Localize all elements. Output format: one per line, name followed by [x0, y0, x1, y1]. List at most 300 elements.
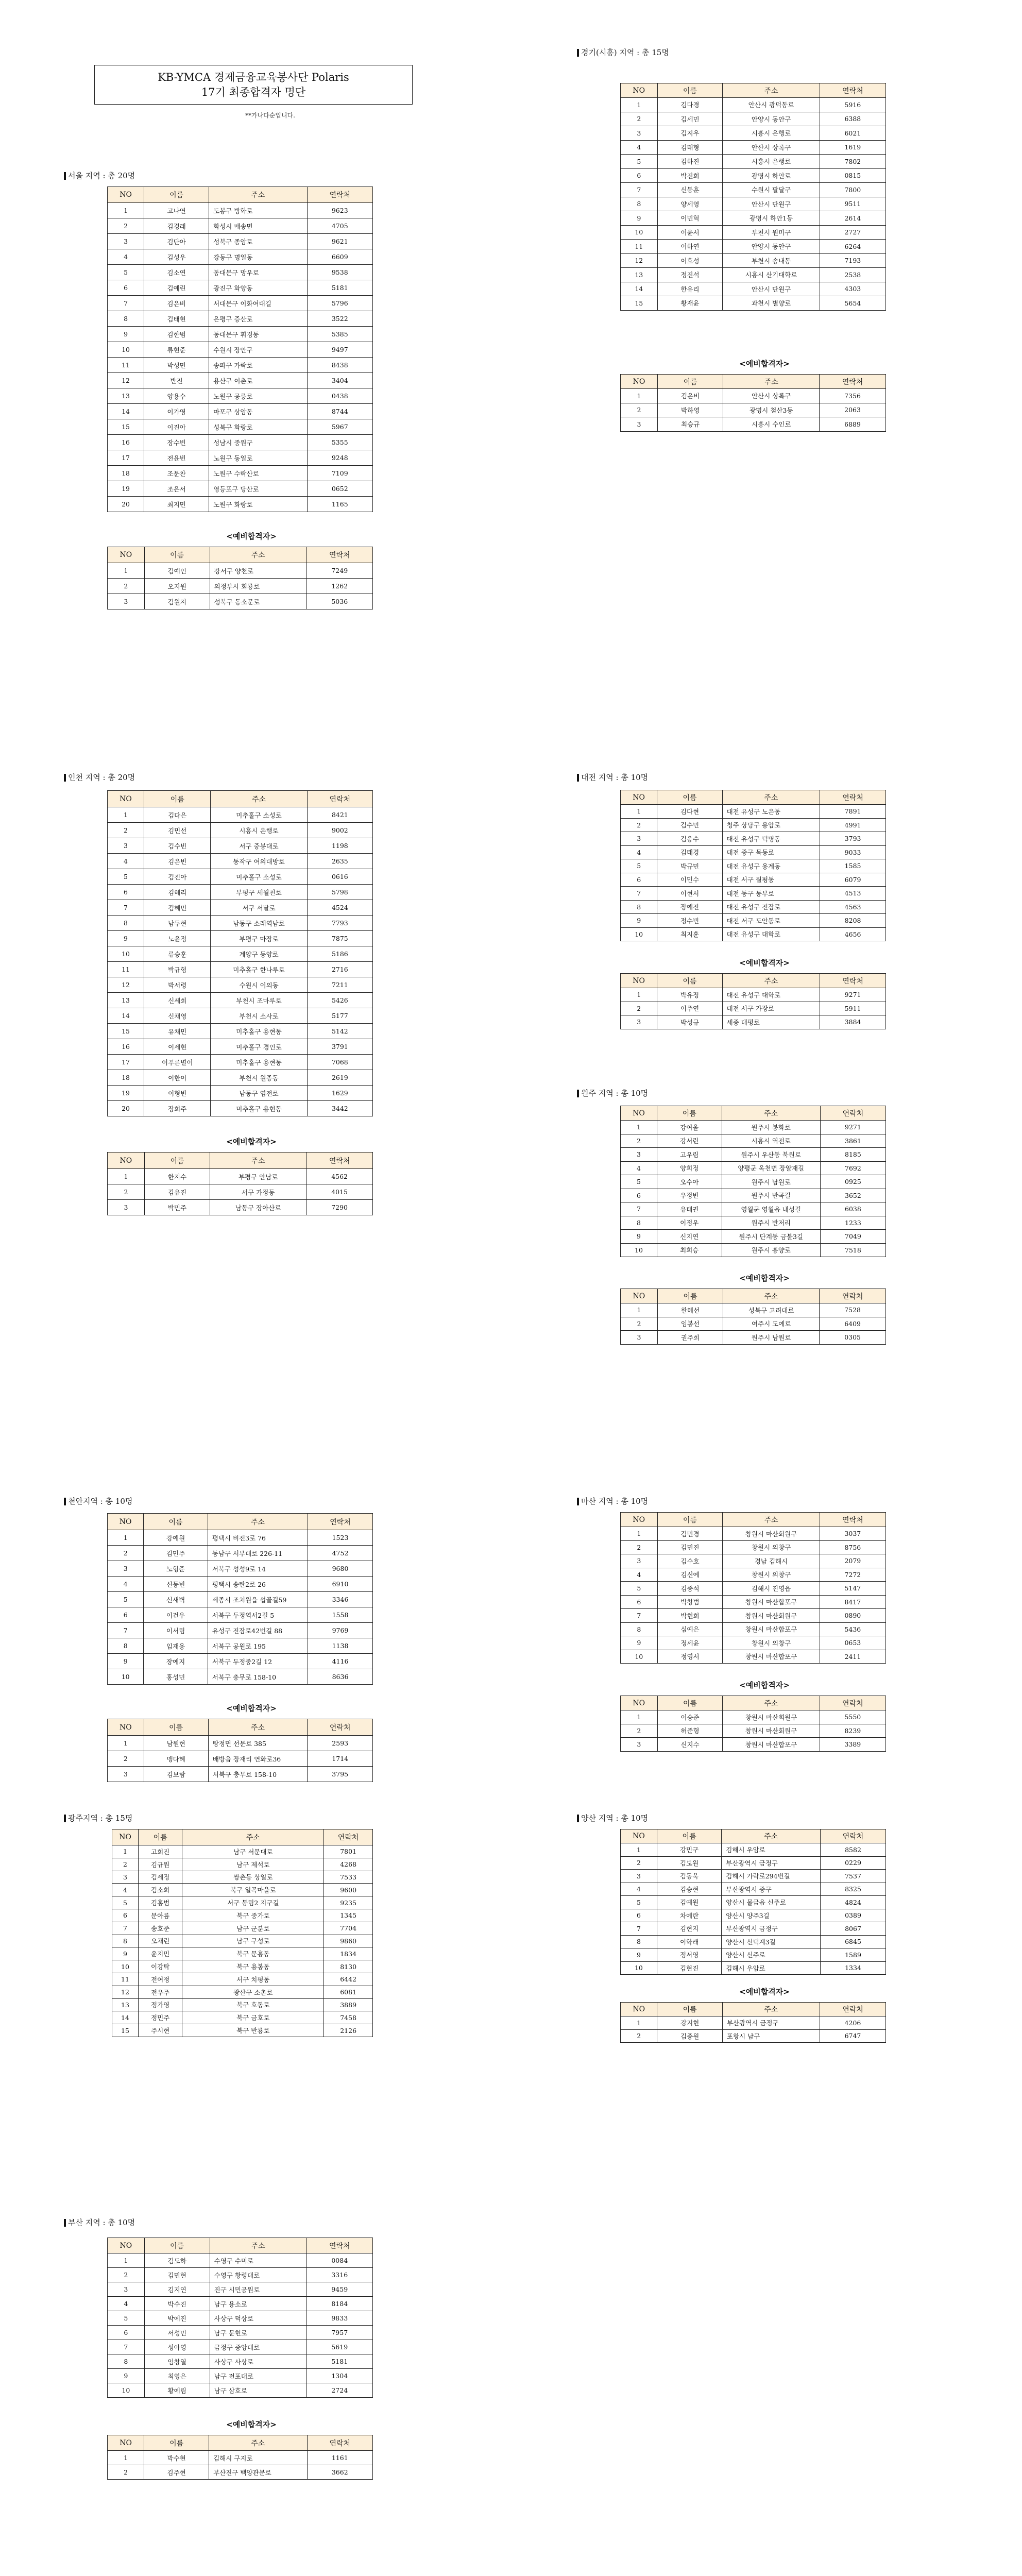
table-row: [621, 1870, 886, 1883]
cell-addr: 영등포구 당산로: [209, 481, 307, 497]
region-section-yangsan: [577, 1814, 886, 1975]
column-header-addr: 주소: [723, 375, 820, 389]
cell-phone: 5654: [820, 296, 885, 311]
cell-phone: 9538: [307, 265, 373, 280]
cell-addr: 창원시 마산회원구: [723, 1609, 820, 1623]
table-header-row: [108, 1514, 373, 1530]
cell-addr: 안산시 단원구: [723, 197, 820, 211]
reserve-title: <예비합격자>: [739, 958, 790, 968]
table-row: [108, 854, 373, 869]
cell-name: 박유정: [657, 988, 722, 1002]
column-header-phone: 연락처: [307, 791, 372, 807]
region-heading-text: 양산 지역 : 총 10명: [581, 1814, 649, 1823]
table-row: [112, 1960, 373, 1973]
roster-table: [620, 1106, 886, 1257]
cell-addr: 탕정면 선문로 385: [208, 1736, 308, 1751]
cell-phone: 5036: [306, 594, 372, 609]
cell-addr: 대전 서구 도안동로: [722, 914, 820, 928]
table-row: [621, 927, 886, 941]
cell-phone: 0652: [307, 481, 373, 497]
cell-addr: 남구 문현로: [210, 2326, 306, 2340]
cell-no: 14: [112, 2011, 139, 2024]
cell-name: 김다은: [144, 807, 211, 823]
cell-phone: 7193: [820, 253, 885, 268]
cell-name: 신지연: [657, 1230, 722, 1244]
table-row: [621, 389, 886, 403]
heading-bar-icon: [64, 2219, 66, 2227]
cell-name: 우정빈: [657, 1189, 722, 1202]
cell-no: 7: [112, 1922, 139, 1935]
table-row: [108, 1577, 373, 1592]
cell-no: 8: [621, 1216, 657, 1230]
cell-name: 김경래: [144, 218, 209, 234]
cell-phone: 9511: [820, 197, 885, 211]
table-row: [108, 1070, 373, 1086]
cell-phone: 5426: [307, 993, 372, 1008]
cell-addr: 수원시 팔달구: [723, 183, 820, 197]
cell-name: 이주연: [657, 1002, 722, 1015]
cell-name: 이정우: [657, 1216, 722, 1230]
cell-phone: 8636: [308, 1669, 373, 1685]
cell-phone: 6889: [820, 417, 886, 432]
cell-addr: 서북구 두정중2길 12: [208, 1654, 308, 1669]
cell-addr: 남동구 염전로: [211, 1086, 307, 1101]
cell-name: 이세현: [144, 1039, 211, 1055]
table-row: [108, 594, 373, 609]
column-header-no: NO: [621, 83, 658, 98]
cell-name: 박현희: [657, 1609, 723, 1623]
cell-addr: 북구 용봉동: [182, 1960, 324, 1973]
cell-phone: 0084: [306, 2253, 372, 2268]
cell-name: 장예진: [657, 900, 722, 914]
cell-name: 이현서: [657, 887, 722, 901]
cell-phone: 0389: [821, 1909, 886, 1922]
cell-name: 강예원: [144, 1530, 208, 1546]
cell-no: 1: [108, 1169, 145, 1184]
table-row: [621, 225, 886, 240]
cell-name: 박규형: [144, 962, 211, 977]
region-section-gyeonggi: [577, 48, 886, 311]
cell-name: 최희승: [657, 1243, 722, 1257]
table-row: [108, 2268, 373, 2282]
cell-phone: 7692: [820, 1161, 885, 1175]
cell-no: 1: [621, 1527, 658, 1541]
cell-addr: 성북구 동소문로: [210, 594, 306, 609]
table-header-row: [108, 187, 373, 203]
region-heading-text: 마산 지역 : 총 10명: [581, 1497, 649, 1506]
table-row: [108, 1638, 373, 1654]
cell-no: 9: [621, 1230, 657, 1244]
cell-addr: 서대문구 이화여대길: [209, 296, 307, 311]
column-header-addr: 주소: [723, 83, 820, 98]
cell-addr: 부평구 마장로: [211, 931, 307, 946]
column-header-phone: 연락처: [307, 2435, 373, 2451]
table-row: [621, 253, 886, 268]
cell-no: 2: [621, 403, 658, 417]
cell-phone: 4303: [820, 282, 885, 296]
cell-addr: 시흥시 산기대학로: [723, 268, 820, 282]
column-header-name: 이름: [657, 375, 723, 389]
cell-no: 17: [108, 1055, 144, 1070]
table-row: [621, 168, 886, 183]
cell-phone: 7891: [820, 805, 886, 819]
cell-addr: 미추홀구 용현동: [211, 1024, 307, 1039]
cell-addr: 김해시 우암로: [722, 1961, 821, 1975]
region-heading-text: 경기(시흥) 지역 : 총 15명: [581, 48, 669, 57]
cell-addr: 원주시 우산동 북원로: [722, 1148, 820, 1162]
cell-phone: 9621: [307, 234, 373, 249]
cell-phone: 8417: [820, 1595, 885, 1609]
cell-no: 10: [108, 1669, 144, 1685]
cell-addr: 창원시 의창구: [723, 1636, 820, 1650]
cell-addr: 김해시 우암로: [722, 1843, 821, 1857]
cell-no: 2: [621, 1540, 658, 1554]
cell-name: 이건우: [144, 1607, 208, 1623]
cell-no: 2: [112, 1858, 139, 1871]
table-row: [621, 1896, 886, 1909]
cell-name: 오수아: [657, 1175, 722, 1189]
cell-addr: 부천시 조마루로: [211, 993, 307, 1008]
cell-name: 고우림: [657, 1148, 722, 1162]
cell-name: 류현준: [144, 342, 209, 358]
cell-name: 김신예: [657, 1568, 723, 1582]
cell-no: 2: [621, 1002, 657, 1015]
cell-addr: 북구 금호로: [182, 2011, 324, 2024]
reserve-title: <예비합격자>: [226, 2420, 277, 2429]
cell-addr: 창원시 마산합포구: [723, 1622, 820, 1636]
cell-no: 18: [108, 1070, 144, 1086]
cell-name: 이호성: [657, 253, 723, 268]
table-row: [108, 450, 373, 466]
table-row: [108, 280, 373, 296]
cell-no: 9: [621, 211, 658, 226]
cell-no: 4: [621, 1161, 657, 1175]
cell-name: 김지연: [144, 2282, 210, 2297]
table-row: [621, 1015, 886, 1029]
cell-no: 9: [112, 1947, 139, 1960]
table-row: [108, 993, 373, 1008]
cell-addr: 안산시 상록구: [723, 389, 820, 403]
cell-name: 장수빈: [144, 435, 209, 450]
cell-addr: 미추홀구 용현동: [211, 1055, 307, 1070]
cell-name: 전여정: [138, 1973, 182, 1986]
table-row: [621, 988, 886, 1002]
cell-addr: 수영구 수미로: [210, 2253, 306, 2268]
cell-no: 4: [108, 1577, 144, 1592]
column-header-no: NO: [112, 1829, 139, 1845]
cell-phone: 6264: [820, 240, 885, 254]
cell-name: 이한이: [144, 1070, 211, 1086]
table-row: [108, 900, 373, 916]
cell-no: 7: [108, 296, 144, 311]
cell-name: 김현진: [657, 1961, 721, 1975]
cell-no: 10: [112, 1960, 139, 1973]
cell-name: 박민주: [144, 1200, 210, 1215]
cell-phone: 4524: [307, 900, 372, 916]
cell-phone: 4563: [820, 900, 886, 914]
cell-name: 김원지: [144, 594, 210, 609]
cell-name: 김소연: [144, 265, 209, 280]
cell-no: 14: [621, 282, 658, 296]
cell-no: 6: [621, 168, 658, 183]
cell-addr: 평택시 송탄2로 26: [208, 1577, 308, 1592]
cell-name: 김소희: [138, 1884, 182, 1896]
table-header-row: [108, 2238, 373, 2253]
cell-name: 전윤빈: [144, 450, 209, 466]
column-header-no: NO: [621, 1106, 657, 1121]
cell-phone: 5436: [820, 1622, 885, 1636]
cell-name: 정민주: [138, 2011, 182, 2024]
cell-name: 김종석: [657, 1582, 723, 1596]
cell-phone: 2614: [820, 211, 885, 226]
cell-no: 3: [621, 126, 658, 141]
cell-name: 유채민: [144, 1024, 211, 1039]
document-title-box: [94, 65, 413, 105]
cell-name: 김응수: [657, 832, 722, 846]
column-header-no: NO: [621, 1696, 658, 1710]
column-header-addr: 주소: [208, 1514, 308, 1530]
cell-name: 정수빈: [657, 914, 722, 928]
table-row: [621, 126, 886, 141]
table-row: [108, 2383, 373, 2398]
cell-phone: 7704: [324, 1922, 373, 1935]
cell-addr: 마포구 상암동: [209, 404, 307, 419]
cell-name: 이형빈: [144, 1086, 211, 1101]
cell-addr: 양산시 양주3길: [722, 1909, 821, 1922]
cell-addr: 김해시 구지로: [209, 2451, 307, 2465]
cell-phone: 9248: [307, 450, 373, 466]
cell-name: 김하진: [657, 155, 723, 169]
cell-addr: 계양구 동양로: [211, 946, 307, 962]
cell-no: 5: [108, 1592, 144, 1607]
cell-phone: 6021: [820, 126, 885, 141]
cell-no: 10: [621, 1650, 658, 1664]
cell-name: 서성민: [144, 2326, 210, 2340]
cell-phone: 3316: [306, 2268, 372, 2282]
region-heading: [577, 1814, 886, 1823]
roster-table: [107, 790, 373, 1116]
cell-name: 노형준: [144, 1561, 208, 1577]
cell-phone: 7272: [820, 1568, 885, 1582]
region-section-incheon: [64, 773, 373, 1116]
cell-addr: 남구 제석로: [182, 1858, 324, 1871]
cell-no: 2: [621, 1134, 657, 1148]
cell-phone: 3861: [820, 1134, 885, 1148]
cell-no: 15: [108, 419, 144, 435]
cell-name: 김예인: [144, 563, 210, 579]
cell-addr: 청주 상당구 용암로: [722, 818, 820, 832]
cell-name: 김성우: [144, 249, 209, 265]
cell-name: 오채린: [138, 1935, 182, 1947]
region-heading-text: 원주 지역 : 총 10명: [581, 1089, 649, 1098]
document-title-line1: KB-YMCA 경제금융교육봉사단 Polaris: [158, 71, 349, 83]
table-header-row: [108, 791, 373, 807]
cell-no: 18: [108, 466, 144, 481]
cell-no: 1: [621, 1303, 658, 1317]
cell-no: 2: [108, 823, 144, 838]
table-row: [112, 1909, 373, 1922]
cell-addr: 영월군 영월읍 내성길: [722, 1202, 820, 1216]
cell-phone: 4562: [306, 1169, 373, 1184]
cell-no: 14: [108, 1008, 144, 1024]
table-row: [621, 1582, 886, 1596]
cell-no: 10: [108, 342, 144, 358]
column-header-no: NO: [108, 1719, 144, 1736]
cell-no: 1: [108, 2253, 145, 2268]
cell-addr: 대전 동구 동부로: [722, 887, 820, 901]
cell-no: 7: [108, 1623, 144, 1638]
column-header-addr: 주소: [723, 1289, 820, 1303]
table-row: [621, 1216, 886, 1230]
heading-bar-icon: [577, 49, 579, 57]
table-row: [621, 1595, 886, 1609]
cell-name: 정가영: [138, 1998, 182, 2011]
cell-phone: 9235: [324, 1896, 373, 1909]
reserve-title: <예비합격자>: [226, 1137, 277, 1146]
cell-addr: 대전 유성구 노은동: [722, 805, 820, 819]
cell-addr: 광산구 소촌로: [182, 1986, 324, 1998]
cell-name: 김은빈: [144, 854, 211, 869]
column-header-addr: 주소: [210, 547, 306, 563]
table-row: [621, 900, 886, 914]
cell-phone: 4116: [308, 1654, 373, 1669]
cell-no: 3: [108, 838, 144, 854]
heading-bar-icon: [577, 774, 579, 782]
table-header-row: [621, 974, 886, 988]
table-row: [108, 2326, 373, 2340]
cell-name: 반진: [144, 373, 209, 388]
table-row: [108, 481, 373, 497]
column-header-no: NO: [108, 791, 144, 807]
cell-name: 박예진: [144, 2311, 210, 2326]
cell-no: 20: [108, 1101, 144, 1116]
cell-addr: 송파구 가락로: [209, 358, 307, 373]
cell-phone: 8325: [821, 1883, 886, 1896]
cell-no: 1: [621, 988, 657, 1002]
cell-phone: 7109: [307, 466, 373, 481]
cell-addr: 서북구 공원로 195: [208, 1638, 308, 1654]
column-header-phone: 연락처: [308, 1514, 373, 1530]
cell-no: 20: [108, 497, 144, 512]
cell-addr: 안산시 상록구: [723, 140, 820, 155]
cell-phone: 3662: [307, 2465, 373, 2480]
cell-name: 최지훈: [657, 927, 722, 941]
cell-no: 4: [108, 854, 144, 869]
cell-name: 김예린: [144, 280, 209, 296]
column-header-phone: 연락처: [308, 1719, 373, 1736]
reserve-section-cheonan: [64, 1703, 373, 1782]
table-row: [108, 1101, 373, 1116]
cell-addr: 부산광역시 금정구: [722, 2016, 820, 2030]
table-header-row: [621, 375, 886, 389]
cell-addr: 시흥시 수인로: [723, 417, 820, 432]
table-row: [108, 1669, 373, 1685]
cell-name: 양세영: [657, 197, 723, 211]
cell-addr: 원주시 흥양로: [722, 1243, 820, 1257]
cell-addr: 서구 치평동: [182, 1973, 324, 1986]
cell-addr: 성북구 종암로: [209, 234, 307, 249]
cell-addr: 시흥시 역전로: [722, 1134, 820, 1148]
cell-phone: 7800: [820, 183, 885, 197]
column-header-name: 이름: [144, 2435, 209, 2451]
cell-no: 16: [108, 1039, 144, 1055]
cell-addr: 부산광역시 금정구: [722, 1922, 821, 1936]
cell-no: 2: [621, 1724, 658, 1738]
cell-name: 이진아: [144, 419, 209, 435]
heading-bar-icon: [64, 1498, 66, 1505]
cell-phone: 8756: [820, 1540, 885, 1554]
reserve-title: <예비합격자>: [739, 359, 790, 368]
cell-no: 3: [112, 1871, 139, 1884]
cell-addr: 서구 동림2 지구길: [182, 1896, 324, 1909]
cell-addr: 남구 서문대로: [182, 1845, 324, 1858]
cell-phone: 7528: [820, 1303, 886, 1317]
cell-no: 7: [108, 900, 144, 916]
cell-name: 김혜리: [144, 885, 211, 900]
column-header-addr: 주소: [182, 1829, 324, 1845]
cell-phone: 9833: [306, 2311, 372, 2326]
reserve-table: [107, 547, 373, 609]
table-row: [108, 342, 373, 358]
cell-addr: 배방읍 장재리 연화로36: [208, 1751, 308, 1767]
cell-no: 4: [108, 249, 144, 265]
table-row: [108, 419, 373, 435]
cell-name: 정진석: [657, 268, 723, 282]
region-heading-text: 대전 지역 : 총 10명: [581, 773, 649, 782]
table-row: [108, 1736, 373, 1751]
table-header-row: [621, 1829, 886, 1843]
reserve-table: [107, 1719, 373, 1782]
cell-no: 10: [621, 1961, 657, 1975]
column-header-name: 이름: [138, 1829, 182, 1845]
cell-no: 1: [621, 2016, 657, 2030]
table-row: [621, 1909, 886, 1922]
cell-phone: 9680: [308, 1561, 373, 1577]
cell-no: 6: [108, 885, 144, 900]
table-row: [621, 859, 886, 873]
column-header-no: NO: [621, 1513, 658, 1527]
table-row: [621, 1002, 886, 1015]
column-header-addr: 주소: [722, 1106, 820, 1121]
table-row: [621, 1622, 886, 1636]
cell-no: 1: [108, 807, 144, 823]
cell-name: 이강탁: [138, 1960, 182, 1973]
cell-name: 신동훈: [657, 183, 723, 197]
cell-no: 3: [621, 1331, 658, 1345]
column-header-phone: 연락처: [306, 2238, 372, 2253]
roster-table: [620, 1512, 886, 1664]
cell-name: 강민구: [657, 1843, 721, 1857]
cell-no: 7: [621, 1922, 657, 1936]
cell-phone: 8582: [821, 1843, 886, 1857]
column-header-phone: 연락처: [820, 1513, 885, 1527]
cell-phone: 5147: [820, 1582, 885, 1596]
cell-addr: 남동구 장아산로: [210, 1200, 306, 1215]
cell-addr: 세종 대평로: [722, 1015, 820, 1029]
cell-phone: 8744: [307, 404, 373, 419]
cell-phone: 3389: [820, 1738, 885, 1752]
cell-addr: 시흥시 은행로: [723, 126, 820, 141]
cell-phone: 4656: [820, 927, 886, 941]
cell-phone: 4268: [324, 1858, 373, 1871]
cell-phone: 7518: [820, 1243, 885, 1257]
cell-phone: 9497: [307, 342, 373, 358]
cell-phone: 1334: [821, 1961, 886, 1975]
table-header-row: [621, 1106, 886, 1121]
reserve-section-wonju: [577, 1273, 886, 1345]
column-header-name: 이름: [144, 187, 209, 203]
cell-phone: 5796: [307, 296, 373, 311]
